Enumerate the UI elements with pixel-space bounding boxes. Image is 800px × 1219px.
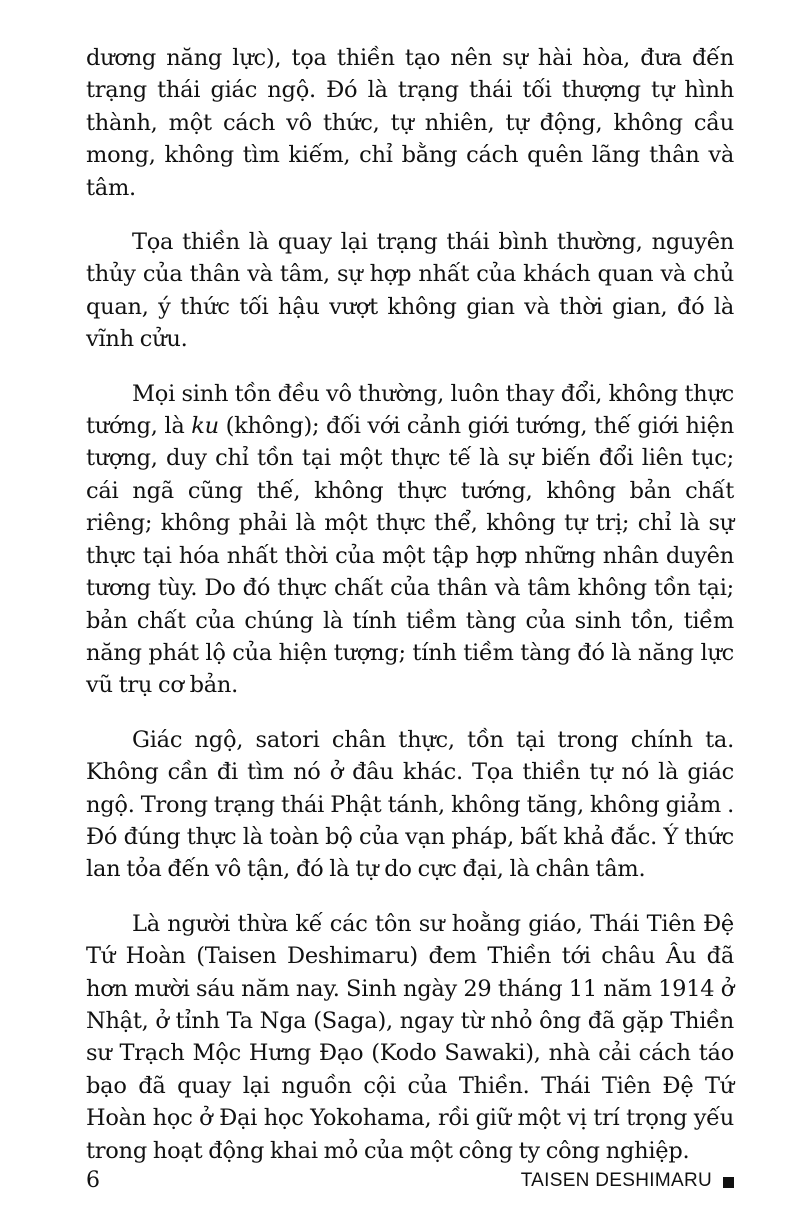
paragraph-1: dương năng lực), tọa thiền tạo nên sự hài hòa, đưa đến trạng thái giác ngộ. Đó là trạng thái tối thượng tự hình thành, một cách vô thức, tự nhiên, tự động, không cầu mong, không tìm kiếm, chỉ bằng cách quên lãng thân và tâm. (86, 45, 734, 201)
paragraph-3 (86, 378, 734, 702)
paragraph-3-before: Mọi sinh tồn đều vô thường, luôn thay đổi, không thực tướng, là (86, 380, 734, 440)
paragraph-5: Là người thừa kế các tôn sư hoằng giáo, Thái Tiên Đệ Tứ Hoàn (Taisen Deshimaru) đem Thiền tới châu Âu đã hơn mười sáu năm nay. Sinh ngày 29 tháng 11 năm 1914 ở Nhật, ở tỉnh Ta Nga (Saga), ngay từ nhỏ ông đã gặp Thiền sư Trạch Mộc Hưng Đạo (Kodo Sawaki), nhà cải cách táo bạo đã quay lại nguồn cội của Thiền. Thái Tiên Đệ Tứ Hoàn học ở Đại học Yokohama, rồi giữ một vị trí trọng yếu trong hoạt động khai mỏ của một công ty công nghiệp. (86, 910, 734, 1164)
running-head: TAISEN DESHIMARU (520, 1170, 712, 1191)
paragraph-4: Giác ngộ, satori chân thực, tồn tại trong chính ta. Không cần đi tìm nó ở đâu khác. Tọa thiền tự nó là giác ngộ. Trong trạng thái Phật tánh, không tăng, không giảm . Đó đúng thực là toàn bộ của vạn pháp, bất khả đắc. Ý thức lan tỏa đến vô tận, đó là tự do cực đại, là chân tâm. (86, 726, 734, 883)
page-footer (86, 1168, 734, 1198)
square-bullet-icon (723, 1177, 734, 1188)
page-body (86, 42, 734, 1189)
paragraph-3-italic-term: ku (191, 413, 219, 440)
paragraph-2: Tọa thiền là quay lại trạng thái bình thường, nguyên thủy của thân và tâm, sự hợp nhất của khách quan và chủ quan, ý thức tối hậu vượt không gian và thời gian, đó là vĩnh cửu. (86, 229, 734, 353)
paragraph-3-after: (không); đối với cảnh giới tướng, thế giới hiện tượng, duy chỉ tồn tại một thực tế là sự biến đổi liên tục; cái ngã cũng thế, không thực tướng, không bản chất riêng; không phải là một thực thể, không tự trị; chỉ là sự thực tại hóa nhất thời của một tập hợp những nhân duyên tương tùy. Do đó thực chất của thân và tâm không tồn tại; bản chất của chúng là tính tiềm tàng của sinh tồn, tiềm năng phát lộ của hiện tượng; tính tiềm tàng đó là năng lực vũ trụ cơ bản. (86, 413, 734, 699)
page-number: 6 (86, 1168, 100, 1193)
